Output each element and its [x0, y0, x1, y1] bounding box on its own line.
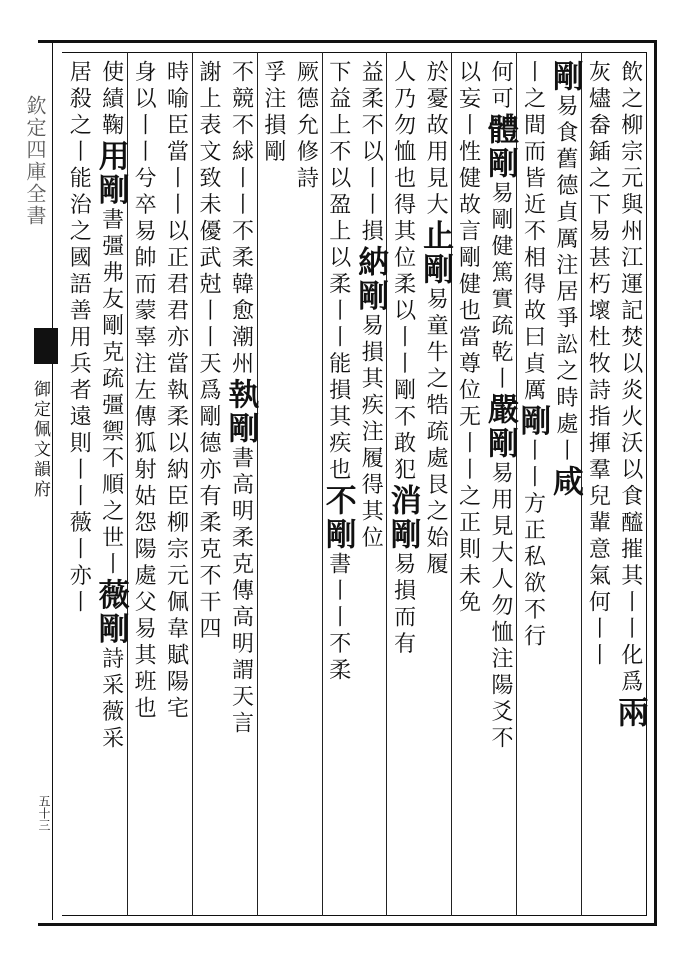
text-segment: 何可: [488, 60, 513, 113]
headword: 不剛: [319, 484, 356, 552]
headword: 兩: [611, 696, 648, 730]
text-segment: 益柔不以丨丨損: [358, 60, 384, 246]
text-segment: 以妄: [455, 60, 481, 113]
text-segment: 灰燼畚鍤之下易甚朽壞杜牧詩指揮羣兒輩意氣何: [585, 60, 611, 617]
text-segment: 易損而有: [390, 552, 416, 658]
headword: 剛: [546, 60, 583, 94]
text-segment: 易損其疾注履得其位: [358, 313, 384, 552]
sidebar-header-marks: 欽定四庫全書: [23, 95, 47, 227]
text-segment: 天爲剛德亦有柔克不干四: [196, 351, 221, 643]
text-segment: 易用見大人勿恤注陽爻不: [488, 461, 513, 753]
text-segment: 於憂故用見大: [423, 60, 449, 219]
text-segment: 詩采薇采: [98, 646, 124, 753]
text-segment: 書丨丨不柔: [325, 552, 351, 685]
text-segment: 丨: [552, 438, 578, 465]
text-column: [58, 60, 98, 910]
headword: 體剛: [482, 113, 518, 181]
text-segment: 丨丨: [585, 616, 611, 670]
book-title: 御定佩文韻府: [30, 380, 50, 500]
headword: 嚴剛: [482, 393, 518, 461]
headword: 止剛: [417, 219, 454, 287]
text-segment: 謝上表文致未優武尅丨丨: [196, 60, 221, 352]
headword: 薇剛: [92, 578, 129, 647]
page-number: 五十三: [37, 795, 51, 831]
text-segment: 易食舊德貞厲注居爭訟之時處: [552, 94, 578, 439]
text-segment: 易剛健篤實疏乾: [488, 181, 513, 367]
headword: 咸: [546, 465, 583, 499]
text-segment: 丨性健故言剛健也: [455, 113, 481, 325]
text-segment: 薇丨亦丨: [66, 510, 92, 617]
text-segment: 時喻臣當丨丨以正君君亦當執柔以納臣柳宗元佩韋賦陽宅: [163, 60, 189, 723]
text-segment: 以柔丨丨能損其疾也: [325, 245, 351, 484]
text-segment: 厥德允修詩: [293, 60, 319, 193]
text-segment: 身以丨丨兮卒易帥而蒙辜注左傳狐射姑怨陽處父易其班也: [131, 60, 157, 723]
text-segment: 丨丨方正私欲不行: [520, 438, 546, 651]
text-segment: 不競不絿丨丨不柔韓愈潮州: [228, 60, 254, 378]
text-segment: 丨能治之國語善用兵者遠則丨丨: [66, 139, 92, 511]
text-segment: 居殺之: [66, 60, 92, 140]
text-segment: 化爲: [617, 643, 643, 696]
text-segment: 丨: [488, 366, 513, 393]
headword: 納剛: [352, 245, 389, 314]
text-segment: 使績鞠: [98, 60, 124, 140]
headword: 執剛: [222, 378, 259, 446]
headword: 消剛: [384, 484, 421, 552]
headword: 剛: [514, 404, 551, 439]
text-segment: 人乃勿恤也: [390, 60, 416, 193]
text-segment: 書彊弗友剛克疏彊禦不順之世: [98, 207, 124, 552]
text-segment: 丨丨: [617, 590, 643, 643]
text-segment: 孚注損剛: [260, 60, 286, 166]
text-segment: 書高明柔克傳高明謂天言: [228, 446, 254, 738]
text-segment: 得其位柔以丨丨剛不敢犯: [390, 192, 416, 484]
headword: 用剛: [92, 139, 129, 208]
text-segment: 飲之柳宗元與州江運記焚以炎火沃以食醯摧其: [617, 60, 643, 590]
text-segment: 當尊位无丨丨之正則未免: [455, 325, 481, 617]
text-segment: 丨: [98, 552, 124, 579]
text-segment: 丨之間而皆近不相得故曰貞厲: [520, 60, 546, 405]
text-segment: 易童牛之牿疏處艮之始履: [423, 287, 449, 579]
text-segment: 下益上不以盈上: [325, 60, 351, 246]
